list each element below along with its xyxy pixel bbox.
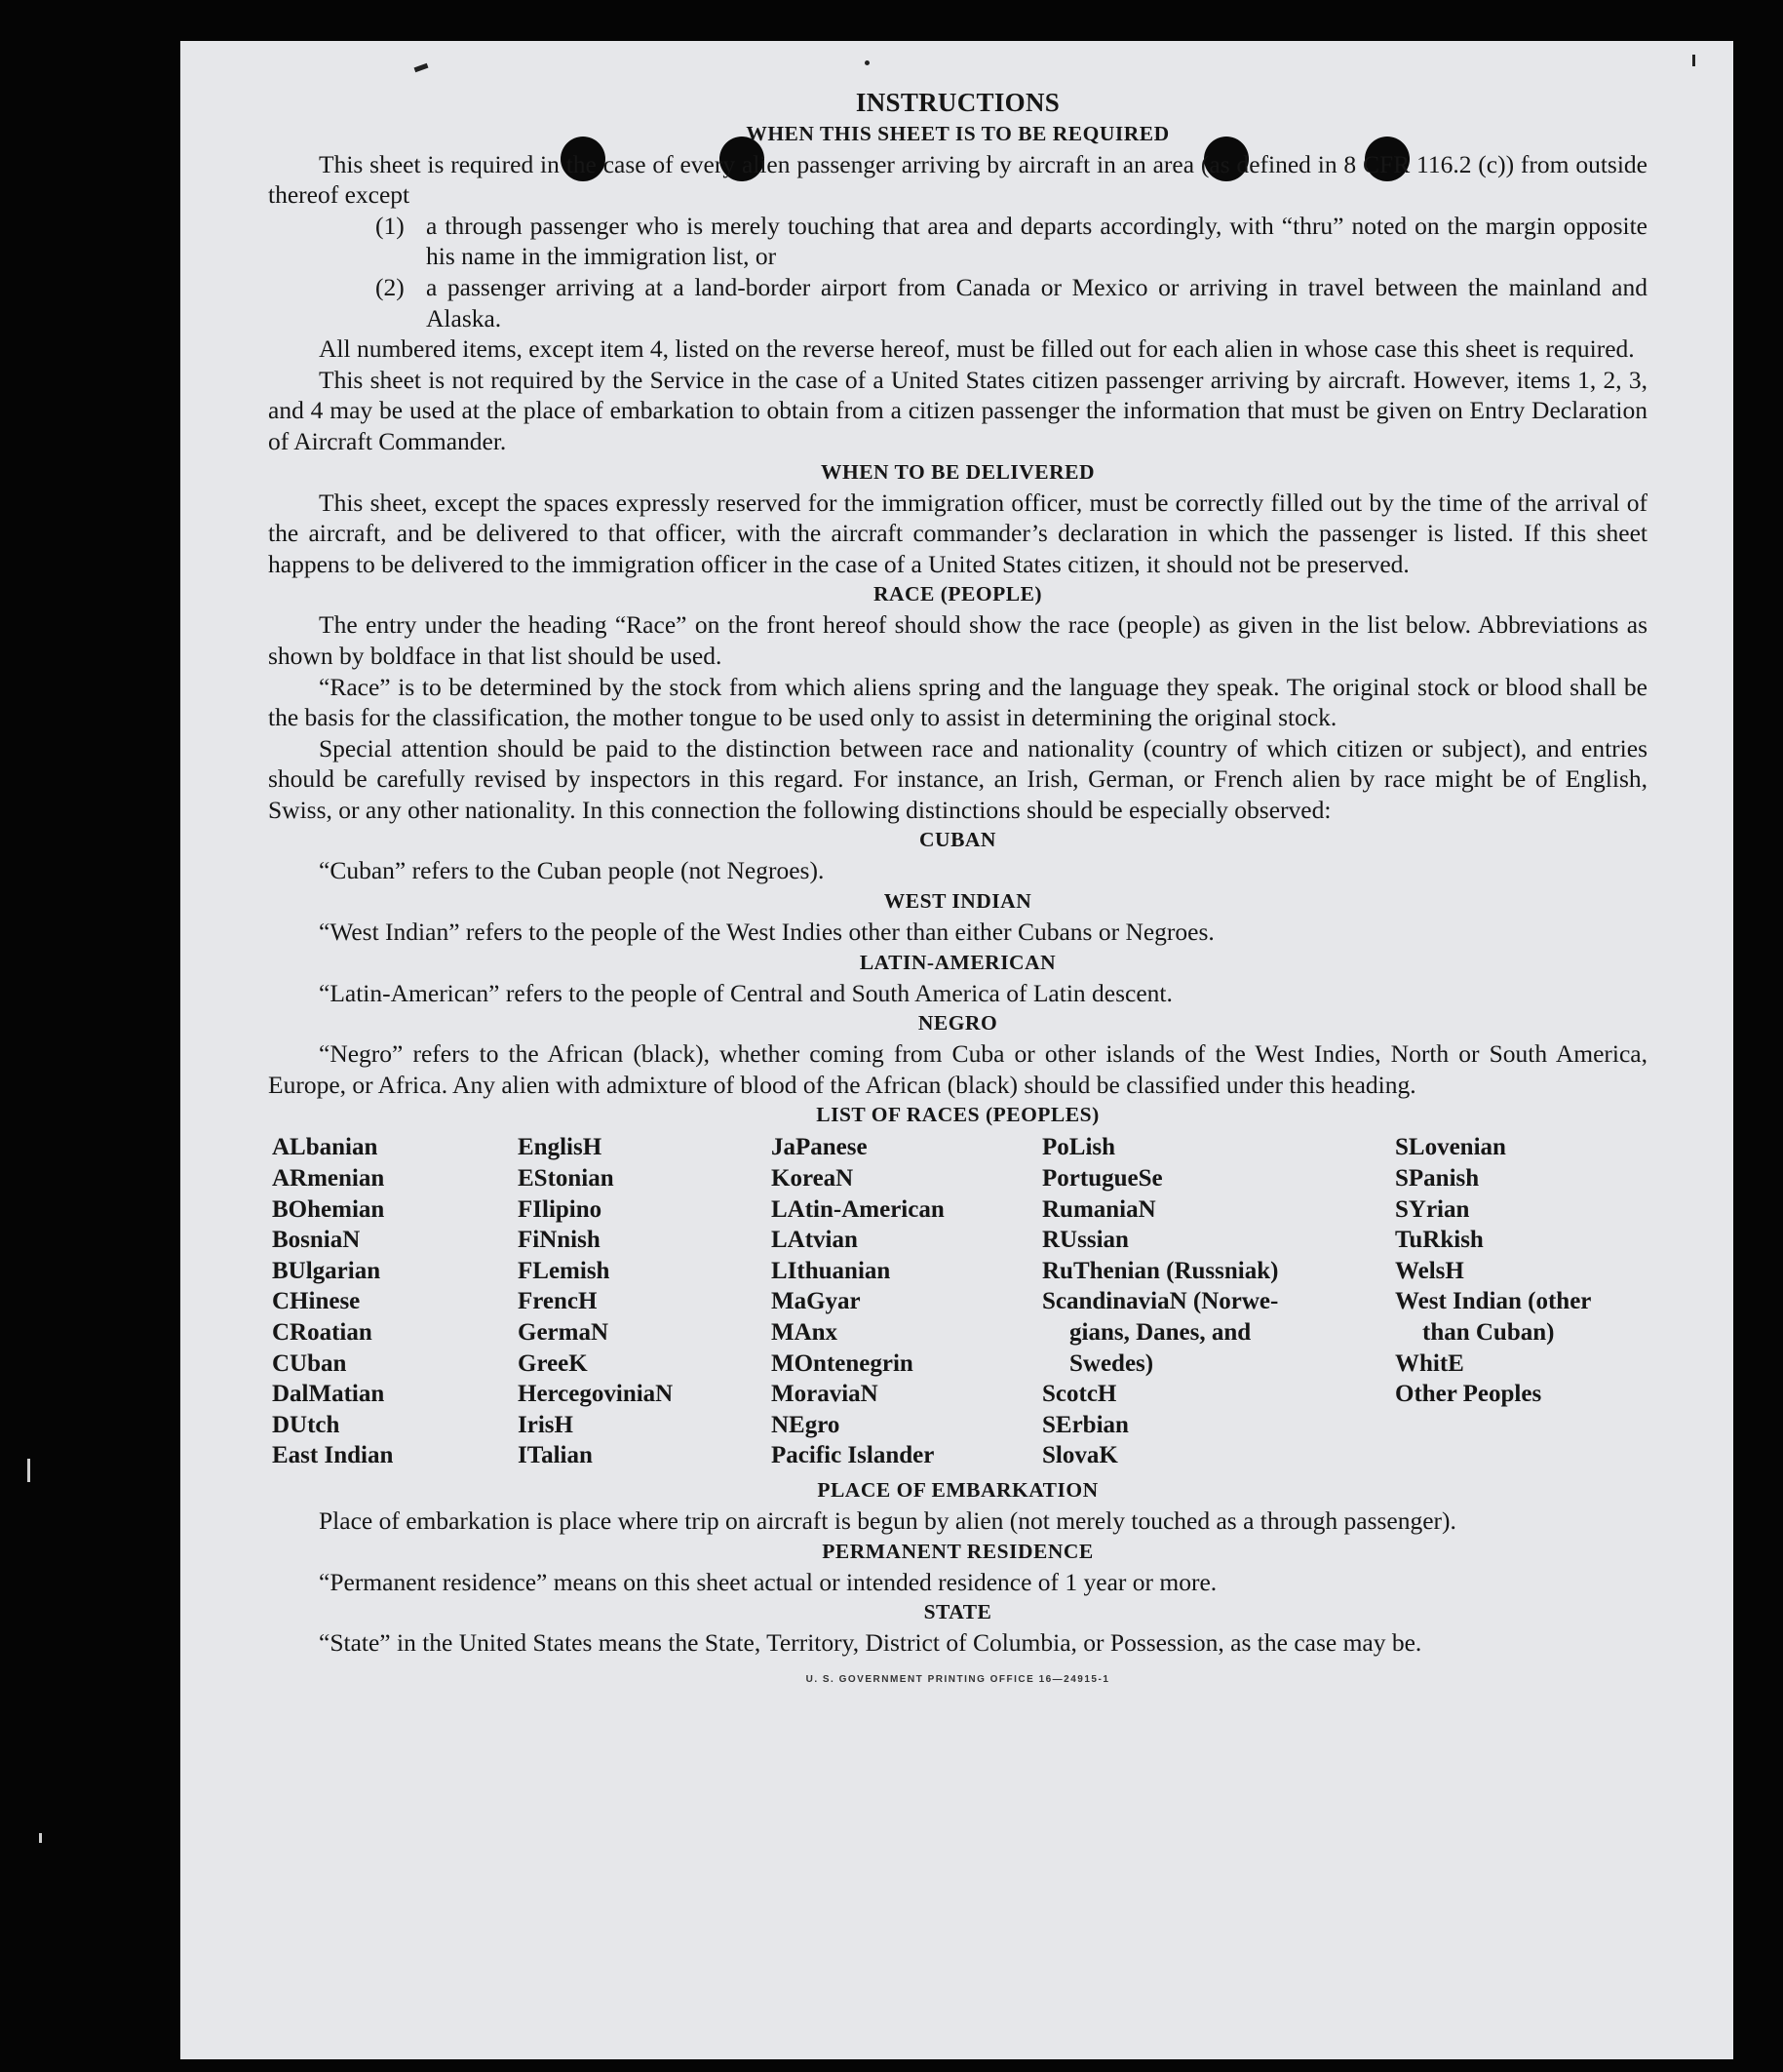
- residence-paragraph: “Permanent residence” means on this sheet actual or intended residence of 1 year or more.: [319, 1567, 1218, 1596]
- delivered-heading: WHEN TO BE DELIVERED: [820, 459, 1096, 484]
- race-entry: SlovaK: [1042, 1442, 1118, 1469]
- race-entry: NEgro: [771, 1411, 840, 1438]
- race-paragraph-1: The entry under the heading “Race” on the front hereof should show the race (people) as given in the list below. Abbreviations as shown by boldface in that list should be used.: [268, 610, 1647, 670]
- printing-office-imprint: U. S. GOVERNMENT PRINTING OFFICE 16—24915-1: [805, 1673, 1110, 1685]
- race-entry-continued: gians, Danes, and: [1069, 1319, 1252, 1346]
- race-entry: EStonian: [518, 1165, 614, 1192]
- race-entry: PoLish: [1042, 1134, 1116, 1161]
- race-entry: RUssian: [1042, 1227, 1129, 1254]
- state-heading: STATE: [923, 1600, 992, 1624]
- document-sheet: [180, 41, 1733, 2059]
- race-entry: TuRkish: [1395, 1227, 1484, 1254]
- race-entry: BOhemian: [272, 1195, 385, 1223]
- race-entry: BUlgarian: [272, 1257, 381, 1284]
- race-entry: SLovenian: [1395, 1134, 1506, 1161]
- latin-american-heading: LATIN-AMERICAN: [859, 950, 1057, 974]
- race-entry: EnglisH: [518, 1134, 602, 1161]
- race-entry: FiNnish: [518, 1227, 601, 1254]
- page-title: INSTRUCTIONS: [855, 88, 1061, 117]
- item-number: (1): [375, 211, 405, 240]
- race-entry: RumaniaN: [1042, 1195, 1156, 1223]
- race-entry: FIlipino: [518, 1195, 602, 1223]
- race-entry: PortugueSe: [1042, 1165, 1163, 1192]
- speck: [414, 63, 429, 72]
- race-paragraph-3: Special attention should be paid to the distinction between race and nationality (country of which citizen or subject), and entries should be carefully revised by inspectors in this regard. For instance, an Irish, German, or French alien by race might be of English, Swiss, or any other nationality. In this connection the following distinctions should be especially observed:: [268, 733, 1647, 824]
- race-entry: DUtch: [272, 1411, 340, 1438]
- race-entry: ITalian: [518, 1442, 593, 1469]
- races-column-4: [1042, 1132, 1395, 1471]
- race-entry: CUban: [272, 1349, 347, 1377]
- required-heading: WHEN THIS SHEET IS TO BE REQUIRED: [746, 121, 1170, 145]
- west-indian-heading: WEST INDIAN: [883, 889, 1032, 914]
- race-entry: WhitE: [1395, 1349, 1464, 1377]
- race-entry: MoraviaN: [771, 1381, 878, 1408]
- exception-item-1: [375, 211, 1647, 272]
- negro-heading: NEGRO: [917, 1011, 998, 1036]
- race-entry: ScandinaviaN (Norwe-: [1042, 1288, 1279, 1315]
- race-entry: Pacific Islander: [771, 1442, 935, 1469]
- negro-paragraph: “Negro” refers to the African (black), whether coming from Cuba or other islands of the West Indies, North or South America, Europe, or Africa. Any alien with admixture of blood of the African (black) should be classified under this heading.: [268, 1039, 1647, 1099]
- race-entry: CRoatian: [272, 1319, 372, 1346]
- race-entry: RuThenian (Russniak): [1042, 1257, 1279, 1284]
- race-entry: LAtin-American: [771, 1195, 945, 1223]
- exception-item-2: [375, 272, 1647, 333]
- item-text: a through passenger who is merely touching that area and departs accordingly, with “thru” noted on the margin opposite his name in the immigration list, or: [426, 211, 1647, 271]
- race-entry: ARmenian: [272, 1165, 385, 1192]
- item-number: (2): [375, 272, 405, 301]
- list-of-races-heading: LIST OF RACES (PEOPLES): [816, 1103, 1100, 1127]
- cuban-heading: CUBAN: [919, 828, 996, 852]
- embarkation-heading: PLACE OF EMBARKATION: [817, 1477, 1099, 1502]
- race-heading: RACE (PEOPLE): [872, 582, 1043, 606]
- races-list: [268, 1132, 1647, 1471]
- speck: [865, 60, 870, 65]
- race-entry: GermaN: [518, 1319, 609, 1346]
- instructions-content: [268, 88, 1647, 1695]
- race-entry: ALbanian: [272, 1134, 378, 1161]
- race-paragraph-2: “Race” is to be determined by the stock from which aliens spring and the language they speak. The original stock or blood shall be the basis for the classification, the mother tongue to be used only to assist in determining the original stock.: [268, 672, 1647, 732]
- race-entry-continued: than Cuban): [1422, 1319, 1555, 1346]
- required-paragraph-1: This sheet is required in the case of every alien passenger arriving by aircraft in an area (as defined in 8 CFR 116.2 (c)) from outside thereof except: [268, 149, 1647, 210]
- races-column-3: [771, 1132, 1042, 1471]
- race-entry: KoreaN: [771, 1165, 854, 1192]
- race-entry: SYrian: [1395, 1195, 1470, 1223]
- required-paragraph-2: All numbered items, except item 4, listed on the reverse hereof, must be filled out for each alien in whose case this sheet is required.: [319, 334, 1635, 364]
- race-entry: FLemish: [518, 1257, 610, 1284]
- race-entry: DalMatian: [272, 1381, 385, 1408]
- race-entry: HercegoviniaN: [518, 1381, 674, 1408]
- race-entry: Other Peoples: [1395, 1381, 1542, 1408]
- race-entry: East Indian: [272, 1442, 394, 1469]
- cuban-paragraph: “Cuban” refers to the Cuban people (not Negroes).: [319, 856, 825, 885]
- races-column-1: [272, 1132, 518, 1471]
- race-entry: MAnx: [771, 1319, 838, 1346]
- race-entry: CHinese: [272, 1288, 361, 1315]
- race-entry: BosniaN: [272, 1227, 361, 1254]
- race-entry: West Indian (other: [1395, 1288, 1592, 1315]
- state-paragraph: “State” in the United States means the State, Territory, District of Columbia, or Possession, as the case may be.: [319, 1628, 1422, 1658]
- race-entry: SErbian: [1042, 1411, 1129, 1438]
- race-entry: GreeK: [518, 1349, 588, 1377]
- race-entry: SPanish: [1395, 1165, 1480, 1192]
- required-paragraph-3: This sheet is not required by the Service in the case of a United States citizen passenger arriving by aircraft. However, items 1, 2, 3, and 4 may be used at the place of embarkation to obtain from a citizen passenger the information that must be given on Entry Declaration of Aircraft Commander.: [268, 365, 1647, 455]
- race-entry: FrencH: [518, 1288, 598, 1315]
- race-entry: ScotcH: [1042, 1381, 1117, 1408]
- race-entry: WelsH: [1395, 1257, 1464, 1284]
- delivered-paragraph: This sheet, except the spaces expressly reserved for the immigration officer, must be correctly filled out by the time of the arrival of the aircraft, and be delivered to that officer, with the aircraft commander’s declaration in which the passenger is listed. If this sheet happens to be delivered to the immigration officer in the case of a United States citizen, it should not be preserved.: [268, 488, 1647, 578]
- embarkation-paragraph: Place of embarkation is place where trip on aircraft is begun by alien (not merely touched as a through passenger).: [319, 1505, 1456, 1535]
- scan-mark: [39, 1833, 42, 1843]
- race-entry: MaGyar: [771, 1288, 861, 1315]
- race-entry: LAtvian: [771, 1227, 858, 1254]
- race-entry-continued: Swedes): [1069, 1349, 1154, 1377]
- race-entry: IrisH: [518, 1411, 573, 1438]
- west-indian-paragraph: “West Indian” refers to the people of the West Indies other than either Cubans or Negroes.: [319, 918, 1215, 947]
- residence-heading: PERMANENT RESIDENCE: [822, 1539, 1094, 1563]
- races-column-2: [518, 1132, 771, 1471]
- scan-mark: [27, 1459, 30, 1482]
- speck: [1692, 55, 1695, 66]
- item-text: a passenger arriving at a land-border airport from Canada or Mexico or arriving in travel between the mainland and Alaska.: [426, 272, 1647, 332]
- race-entry: MOntenegrin: [771, 1349, 913, 1377]
- latin-american-paragraph: “Latin-American” refers to the people of Central and South America of Latin descent.: [319, 978, 1173, 1007]
- race-entry: JaPanese: [771, 1134, 868, 1161]
- race-entry: LIthuanian: [771, 1257, 891, 1284]
- races-column-5: [1395, 1132, 1639, 1471]
